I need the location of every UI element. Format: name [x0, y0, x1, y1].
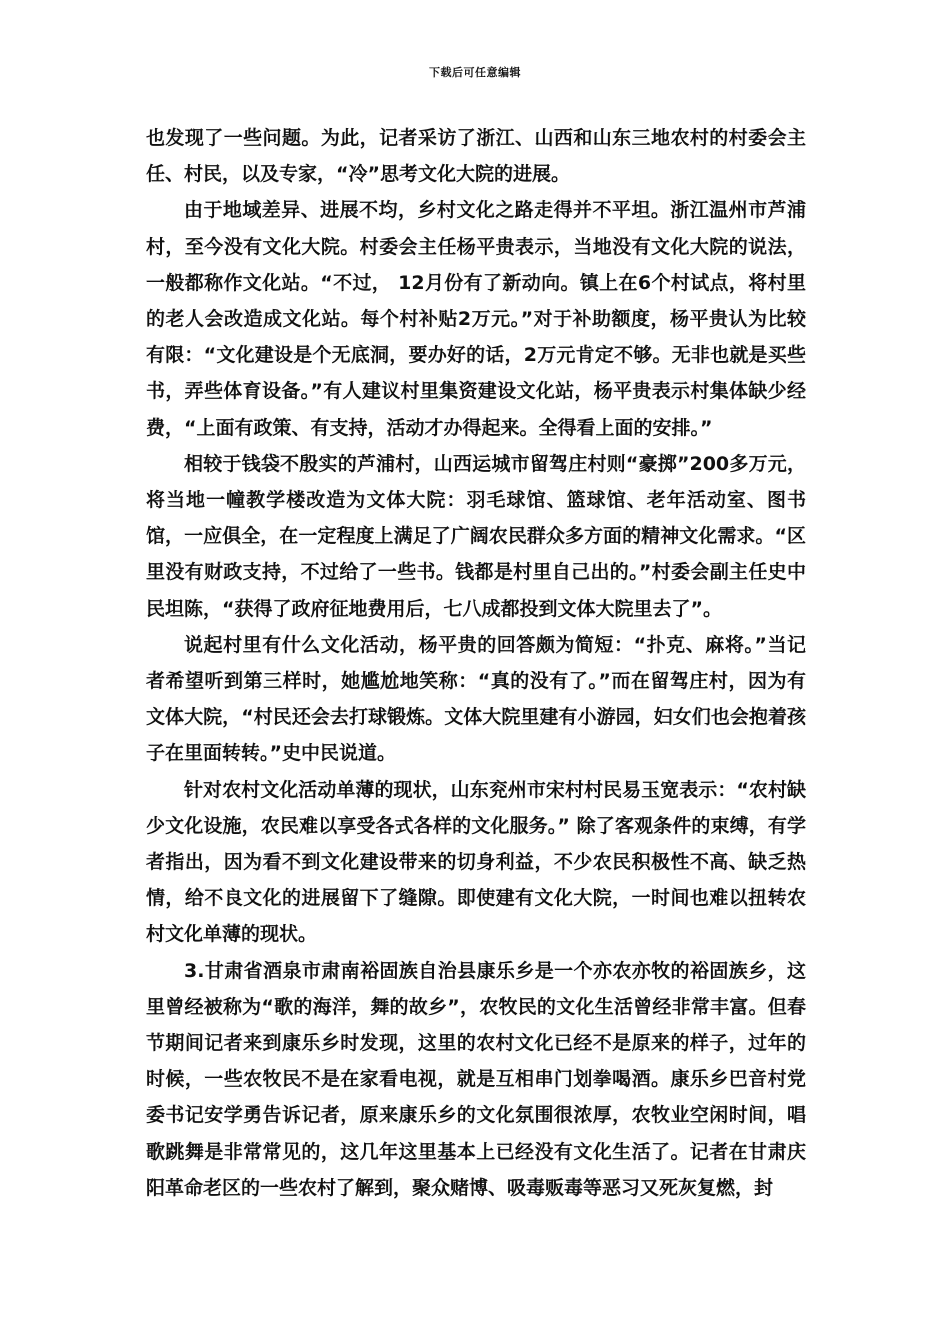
- paragraph-scholar-view: 针对农村文化活动单薄的现状，山东兖州市宋村村民易玉宽表示：“农村缺少文化设施，农民难以享受各式各样的文化服务。” 除了客观条件的束缚，有学者指出，因为看不到文化建设带来的切身利益，不少农民积极性不高、缺乏热情，给不良文化的进展留下了缝隙。即使建有文化大院，一时间也难以扭转农村文化单薄的现状。: [146, 778, 806, 946]
- page-header: 下载后可任意编辑: [429, 66, 521, 79]
- paragraph-liujiazhuang-village: 相较于钱袋不殷实的芦浦村，山西运城市留驾庄村则“豪掷”200多万元，将当地一幢教学楼改造为文体大院：羽毛球馆、篮球馆、老年活动室、图书馆，一应俱全，在一定程度上满足了广阔农民群众多方面的精神文化需求。“区里没有财政支持，不过给了一些书。钱都是村里自己出的。”村委会副主任史中民坦陈，“获得了政府征地费用后，七八成都投到文体大院里去了”。: [146, 452, 806, 620]
- paragraph-intro: 也发现了一些问题。为此，记者采访了浙江、山西和山东三地农村的村委会主任、村民，以及专家，“冷”思考文化大院的进展。: [146, 127, 806, 186]
- paragraph-lupu-village: 由于地域差异、进展不均，乡村文化之路走得并不平坦。浙江温州市芦浦村，至今没有文化大院。村委会主任杨平贵表示，当地没有文化大院的说法，一般都称作文化站。“不过， 12月份有了新动向。镇上在6个村试点，将村里的老人会改造成文化站。每个村补贴2万元。”对于补助额度，杨平贵认为比较有限：“文化建设是个无底洞，要办好的话，2万元肯定不够。无非也就是买些书，弄些体育设备。”有人建议村里集资建设文化站，杨平贵表示村集体缺少经费，“上面有政策、有支持，活动才办得起来。全得看上面的安排。”: [146, 199, 806, 439]
- document-body: [146, 120, 806, 1206]
- paragraph-gansu-kangle: 3.甘肃省酒泉市肃南裕固族自治县康乐乡是一个亦农亦牧的裕固族乡，这里曾经被称为“歌的海洋，舞的故乡”，农牧民的文化生活曾经非常丰富。但春节期间记者来到康乐乡时发现，这里的农村文化已经不是原来的样子，过年的时候，一些农牧民不是在家看电视，就是互相串门划拳喝酒。康乐乡巴音村党委书记安学勇告诉记者，原来康乐乡的文化氛围很浓厚，农牧业空闲时间，唱歌跳舞是非常常见的，这几年这里基本上已经没有文化生活了。记者在甘肃庆阳革命老区的一些农村了解到，聚众赌博、吸毒贩毒等恶习又死灰复燃，封: [146, 959, 806, 1199]
- paragraph-cultural-activities: 说起村里有什么文化活动，杨平贵的回答颇为简短：“扑克、麻将。”当记者希望听到第三样时，她尴尬地笑称：“真的没有了。”而在留驾庄村，因为有文体大院，“村民还会去打球锻炼。文体大院里建有小游园，妇女们也会抱着孩子在里面转转。”史中民说道。: [146, 633, 806, 765]
